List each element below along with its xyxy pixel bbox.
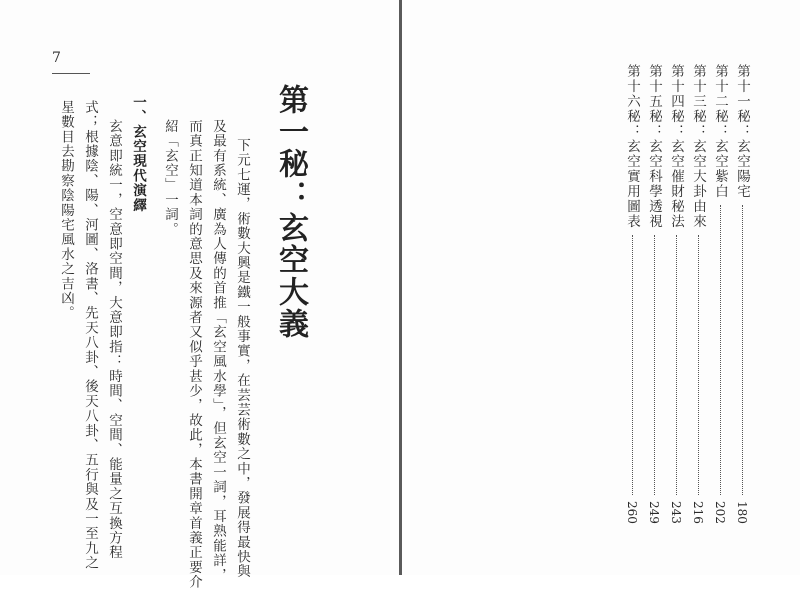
toc-leader-dots [654, 235, 655, 495]
intro-line-2: 及最有系統、廣為人傳的首推「玄空風水學」，但玄空一詞，耳熟能詳， [210, 119, 226, 583]
section-heading: 一、玄空現代演繹 [130, 95, 146, 213]
toc-leader-dots [742, 205, 743, 495]
toc-title: 第十一秘：玄空陽宅 [734, 64, 750, 199]
intro-line-3: 而真正知道本詞的意思及來源者又似乎甚少，故此，本書開章首義正要介 [186, 119, 202, 589]
toc-leader-dots [720, 205, 721, 495]
page-number: 7 [52, 50, 61, 66]
toc-entry [733, 64, 751, 524]
toc-title: 第十五秘：玄空科學透視 [646, 64, 662, 229]
intro-line-1: 下元七運，術數大興是鐵一般事實，在芸芸術數之中，發展得最快與 [234, 138, 250, 579]
toc-title: 第十六秘：玄空實用圖表 [624, 64, 640, 229]
toc-title: 第十二秘：玄空紫白 [712, 64, 728, 199]
intro-line-4: 紹「玄空」一詞。 [162, 119, 178, 237]
toc-page-number: 216 [691, 501, 705, 524]
toc-entry [689, 64, 707, 524]
section-line-3: 星數目去勘察陰陽宅風水之吉凶。 [58, 100, 74, 321]
toc-title: 第十三秘：玄空大卦由來 [690, 64, 706, 229]
toc-page-number: 180 [735, 501, 749, 524]
page-number-rule [52, 73, 90, 74]
toc-title: 第十四秘：玄空催財秘法 [668, 64, 684, 229]
section-line-1: 玄意即統一，空意即空間，大意即指：時間、空間、能量之互換方程 [106, 119, 122, 560]
left-page [0, 0, 399, 589]
toc-leader-dots [676, 235, 677, 495]
right-page [402, 0, 800, 575]
toc-page-number: 249 [647, 501, 661, 524]
section-line-2: 式；根據陰、陽、河圖、洛書、先天八卦、後天八卦、五行與及一至九之 [82, 100, 98, 571]
toc-page-number: 260 [625, 501, 639, 524]
toc-entry [623, 64, 641, 524]
toc-leader-dots [632, 235, 633, 495]
toc-page-number: 202 [713, 501, 727, 524]
toc-entry [667, 64, 685, 524]
chapter-title: 第一秘：玄空大義 [273, 84, 308, 340]
toc-leader-dots [698, 235, 699, 495]
toc-entry [711, 64, 729, 524]
toc-entry [645, 64, 663, 524]
toc-page-number: 243 [669, 501, 683, 524]
